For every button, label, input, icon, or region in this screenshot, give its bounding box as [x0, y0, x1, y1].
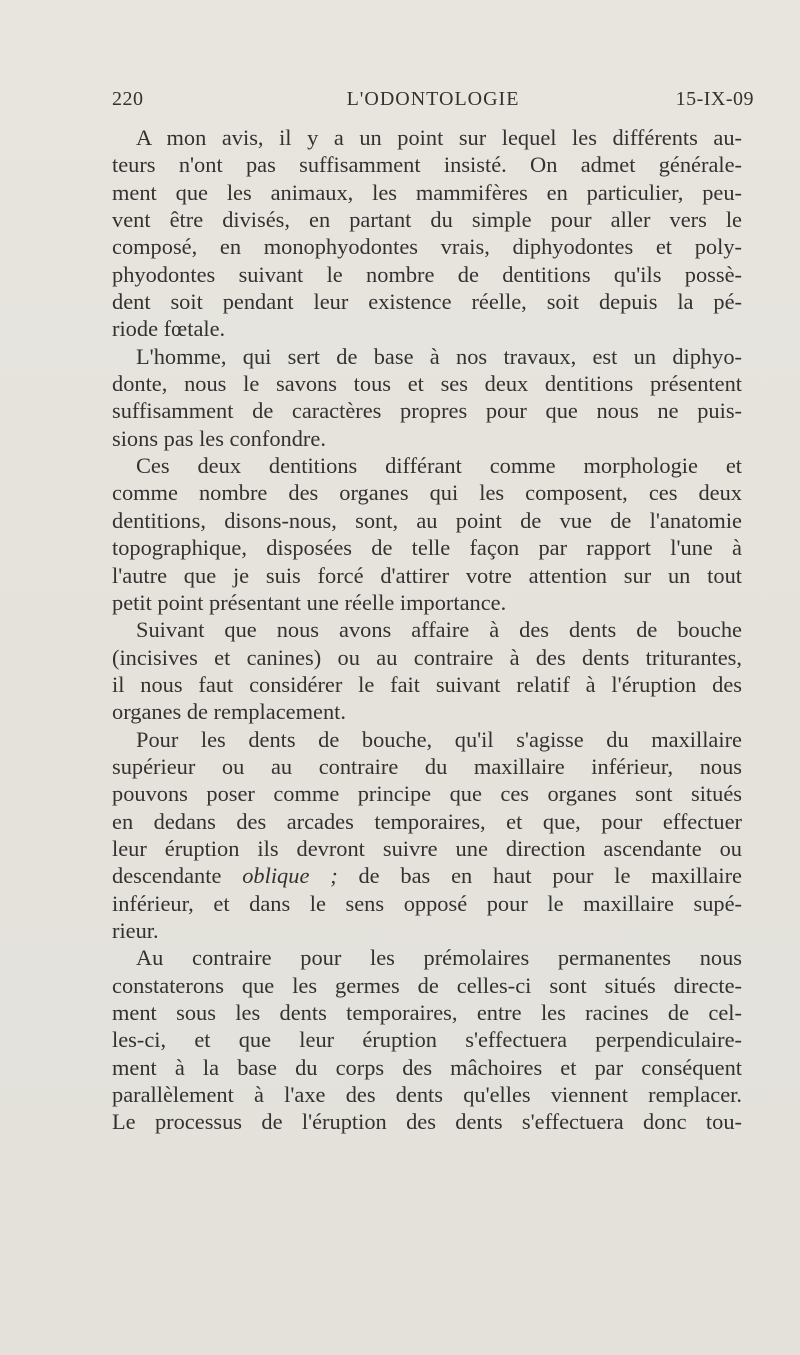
paragraph-1	[112, 124, 742, 343]
text-line: ment à la base du corps des mâchoires et par conséquent	[112, 1054, 742, 1080]
running-title: L'ODONTOLOGIE	[346, 88, 520, 110]
text-line: leur éruption ils devront suivre une direction ascendante ou	[112, 835, 742, 861]
text-line: pouvons poser comme principe que ces organes sont situés	[112, 781, 742, 807]
text-line: en dedans des arcades temporaires, et que, pour effectuer	[112, 808, 742, 834]
text-line: vent être divisés, en partant du simple pour aller vers le	[112, 207, 742, 233]
body-text	[112, 124, 742, 1136]
paragraph-3	[112, 452, 742, 616]
paragraph-5	[112, 726, 742, 945]
text-line: il nous faut considérer le fait suivant relatif à l'éruption des	[112, 671, 742, 697]
text-line: dentitions, disons-nous, sont, au point de vue de l'anatomie	[112, 507, 742, 533]
text-line: composé, en monophyodontes vrais, diphyodontes et poly-	[112, 234, 742, 260]
text-line: ment sous les dents temporaires, entre les racines de cel-	[112, 1000, 742, 1025]
text-run: descendante	[112, 863, 243, 889]
text-line: teurs n'ont pas suffisamment insisté. On admet générale-	[112, 152, 742, 178]
text-line: sions pas les confondre.	[112, 425, 326, 451]
issue-date: 15-IX-09	[675, 88, 754, 110]
text-line: Le processus de l'éruption des dents s'effectuera donc tou-	[112, 1109, 742, 1135]
text-line: ment que les animaux, les mammifères en particulier, peu-	[112, 179, 742, 205]
text-line: constaterons que les germes de celles-ci sont situés directe-	[112, 972, 742, 998]
text-line: Au contraire pour les prémolaires permanentes nous	[136, 945, 742, 971]
text-line: supérieur ou au contraire du maxillaire inférieur, nous	[112, 753, 742, 779]
running-header	[112, 88, 754, 114]
text-line: suffisamment de caractères propres pour que nous ne puis-	[112, 398, 742, 424]
text-line: Pour les dents de bouche, qu'il s'agisse du maxillaire	[136, 726, 742, 752]
text-line: les-ci, et que leur éruption s'effectuera perpendiculaire-	[112, 1027, 742, 1053]
page-number: 220	[112, 88, 144, 110]
text-line: Ces deux dentitions différant comme morphologie et	[136, 453, 742, 479]
text-line: organes de remplacement.	[112, 699, 346, 725]
text-line: comme nombre des organes qui les composent, ces deux	[112, 480, 742, 506]
text-line: L'homme, qui sert de base à nos travaux, est un diphyo-	[136, 343, 742, 369]
text-line: rieur.	[112, 917, 159, 943]
text-line: riode fœtale.	[112, 316, 226, 342]
paragraph-6	[112, 944, 742, 1135]
italic-emphasis: oblique ;	[242, 863, 338, 889]
text-line: inférieur, et dans le sens opposé pour le maxillaire supé-	[112, 890, 742, 916]
text-line: phyodontes suivant le nombre de dentitions qu'ils possè-	[112, 261, 742, 287]
paragraph-2	[112, 343, 742, 452]
text-line: topographique, disposées de telle façon par rapport l'une à	[112, 535, 742, 561]
text-line: parallèlement à l'axe des dents qu'elles viennent remplacer.	[112, 1082, 742, 1108]
text-run: de bas en haut pour le maxillaire	[337, 863, 742, 889]
text-line: donte, nous le savons tous et ses deux dentitions présentent	[112, 371, 742, 397]
text-line: l'autre que je suis forcé d'attirer votre attention sur un tout	[112, 562, 742, 588]
text-line: A mon avis, il y a un point sur lequel les différents au-	[136, 125, 742, 150]
paragraph-4	[112, 616, 742, 725]
text-line	[112, 862, 742, 889]
text-line: dent soit pendant leur existence réelle, soit depuis la pé-	[112, 289, 742, 315]
text-line: Suivant que nous avons affaire à des dents de bouche	[136, 617, 742, 643]
text-line: petit point présentant une réelle importance.	[112, 589, 507, 615]
text-line: (incisives et canines) ou au contraire à des dents triturantes,	[112, 644, 742, 670]
